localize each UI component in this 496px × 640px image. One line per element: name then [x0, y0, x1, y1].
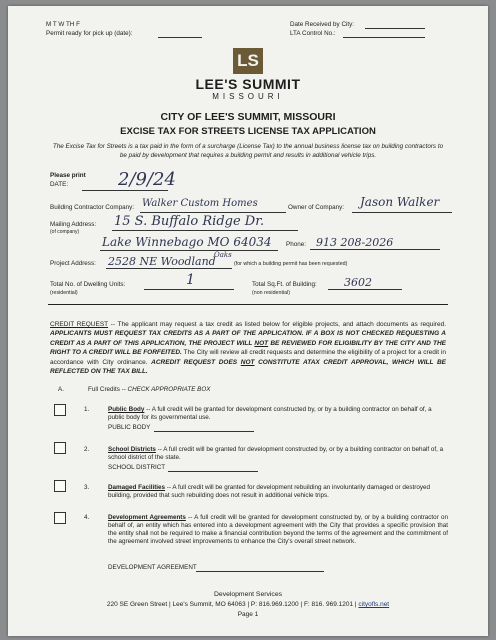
item-3-desc: -- A full credit will be granted for development rebuilding an involuntarily damaged or destroyed building, provided that such rebuilding does not result in additional vehicle trips. — [108, 484, 431, 499]
lta-control-label: LTA Control No.: — [290, 30, 336, 37]
full-credits-letter: A. — [58, 386, 64, 393]
full-credits-label: Full Credits -- — [88, 386, 128, 393]
footer-address-text: 220 SE Green Street | Lee's Summit, MO 64063 | P: 816.969.1200 | F: 816. 969.1201 | — [106, 601, 359, 608]
of-company-note: (of company) — [50, 229, 80, 235]
school-districts-checkbox[interactable] — [54, 442, 66, 454]
owner-label: Owner of Company: — [288, 204, 344, 211]
item-4-title: Development Agreements — [108, 514, 186, 521]
footer-page: Page 1 — [237, 611, 259, 618]
permit-ready-label: Permit ready for pick up (date): — [46, 30, 133, 37]
full-credits-heading — [88, 386, 210, 394]
footer-dept: Development Services — [214, 591, 282, 598]
city-logo-mark: LS — [233, 48, 263, 74]
contractor-value[interactable]: Walker Custom Homes — [142, 198, 258, 209]
credit-normal: The City will review all credit requests and determine the eligibility of a project for a credit in accordance with City ordinance. — [50, 349, 446, 366]
credit-intro: -- The applicant may request a tax credit as listed below for eligible projects, and attach documents as required. — [108, 321, 446, 328]
project-value-extra[interactable]: Oaks — [214, 251, 232, 259]
permit-ready-line[interactable] — [158, 37, 202, 38]
date-received-line[interactable] — [365, 28, 425, 29]
item-1-text — [108, 406, 448, 422]
logo-name: LEE'S SUMMIT — [195, 76, 301, 92]
lta-control-line[interactable] — [343, 37, 425, 38]
item-4-desc: -- A full credit will be granted for development constructed by, or by a building contractor on behalf of, an entity which has entered into a development agreement with the City that provides a specific provision that the entity shall not be required to make a financial contribution beyond the terms of the agreement and the commitment of the agreement involved street improvements to enhance the City's overall street network. — [108, 514, 448, 545]
city-title: CITY OF LEE'S SUMMIT, MISSOURI — [160, 111, 336, 123]
credit-warning-2b: CONSTITUTE ATAX CREDIT APPROVAL, WHICH WILL BE REFLECTED ON THE TAX BILL. — [50, 358, 446, 376]
units-value[interactable]: 1 — [186, 272, 195, 288]
logo-state: MISSOURI — [212, 92, 284, 101]
development-agreement-label: DEVELOPMENT AGREEMENT — [108, 564, 197, 571]
public-body-checkbox[interactable] — [54, 404, 66, 416]
form-description: The Excise Tax for Streets is a tax paid in the form of a surcharge (License Tax) to the annual business license tax on building contractors to be paid by development that requires a building permit and results in additional vehicle trips. — [52, 143, 444, 159]
development-agreements-checkbox[interactable] — [54, 512, 66, 524]
units-line[interactable] — [144, 289, 234, 290]
mailing-label: Mailing Address: — [50, 221, 97, 228]
credit-not-2: NOT — [240, 358, 255, 366]
item-1-desc: -- A full credit will be granted for development constructed by, or by a building contractor on behalf of, a public body for its governmental use. — [108, 406, 432, 421]
non-residential-note: (non residential) — [252, 290, 290, 296]
owner-line[interactable] — [352, 212, 452, 213]
contractor-label: Building Contractor Company: — [50, 204, 134, 211]
address-line-2[interactable] — [100, 250, 278, 251]
project-label: Project Address: — [50, 260, 96, 267]
item-1-number: 1. — [84, 406, 90, 413]
address-value-1[interactable]: 15 S. Buffalo Ridge Dr. — [114, 214, 265, 229]
item-2-text — [108, 446, 448, 462]
form-title: EXCISE TAX FOR STREETS LICENSE TAX APPLICATION — [120, 126, 376, 137]
contractor-line[interactable] — [140, 212, 286, 213]
school-district-label: SCHOOL DISTRICT — [108, 464, 166, 471]
weekday-row: M T W TH F — [46, 21, 80, 28]
footer-address — [8, 601, 488, 608]
credit-heading: CREDIT REQUEST — [50, 321, 109, 328]
please-print: Please print — [50, 172, 86, 179]
project-line[interactable] — [106, 268, 232, 269]
damaged-facilities-checkbox[interactable] — [54, 480, 66, 492]
date-received-label: Date Received by City: — [290, 21, 355, 28]
sqft-value[interactable]: 3602 — [344, 276, 372, 289]
item-3-text — [108, 484, 448, 500]
school-district-line[interactable] — [168, 471, 258, 472]
item-2-title: School Districts — [108, 446, 156, 453]
address-value-2[interactable]: Lake Winnebago MO 64034 — [102, 235, 272, 249]
credit-warning-2: ACREDIT REQUEST DOES — [151, 358, 241, 366]
project-value[interactable]: 2528 NE Woodland — [108, 255, 216, 268]
credit-request-paragraph — [50, 320, 446, 376]
section-divider — [48, 304, 448, 305]
item-1-title: Public Body — [108, 406, 145, 413]
sqft-label: Total Sq.Ft. of Building: — [252, 281, 317, 288]
credit-warning-1: APPLICANTS MUST REQUEST TAX CREDITS AS A PART OF THE APPLICATION. IF A BOX IS NOT CHECKED REQUESTING A CREDIT AS A PART OF THIS APPLICATION, THE PROJECT WILL — [50, 330, 446, 347]
item-2-number: 2. — [84, 446, 90, 453]
owner-value[interactable]: Jason Walker — [360, 195, 440, 209]
item-4-text — [108, 514, 448, 546]
item-3-title: Damaged Facilities — [108, 484, 166, 491]
sqft-line[interactable] — [328, 289, 402, 290]
units-label: Total No. of Dwelling Units: — [50, 281, 126, 288]
application-form-page — [8, 6, 488, 636]
item-4-number: 4. — [84, 514, 90, 521]
item-3-number: 3. — [84, 484, 90, 491]
phone-label: Phone: — [286, 241, 306, 248]
public-body-label: PUBLIC BODY — [108, 424, 151, 431]
date-label: DATE: — [50, 181, 69, 188]
date-value[interactable]: 2/9/24 — [118, 169, 176, 190]
project-note: (for which a building permit has been requested) — [234, 261, 348, 267]
credit-not-1: NOT — [254, 339, 269, 347]
full-credits-check: CHECK APPROPRIATE BOX — [127, 386, 211, 393]
phone-line[interactable] — [310, 249, 440, 250]
residential-note: (residential) — [50, 290, 78, 296]
public-body-line[interactable] — [154, 431, 254, 432]
credit-warning-1b: BE REVIEWED FOR ELIGIBILITY BY THE CITY AND THE RIGHT TO A CREDIT WILL BE FORFEITED. — [50, 339, 446, 357]
address-line-1[interactable] — [112, 230, 298, 231]
phone-value[interactable]: 913 208-2026 — [316, 236, 394, 249]
date-line[interactable] — [82, 190, 168, 191]
development-agreement-line[interactable] — [196, 571, 324, 572]
item-2-desc: -- A full credit will be granted for development constructed by, or by a building contractor on behalf of, a school district of the state. — [108, 446, 444, 461]
footer-link[interactable]: cityofls.net — [358, 601, 390, 608]
